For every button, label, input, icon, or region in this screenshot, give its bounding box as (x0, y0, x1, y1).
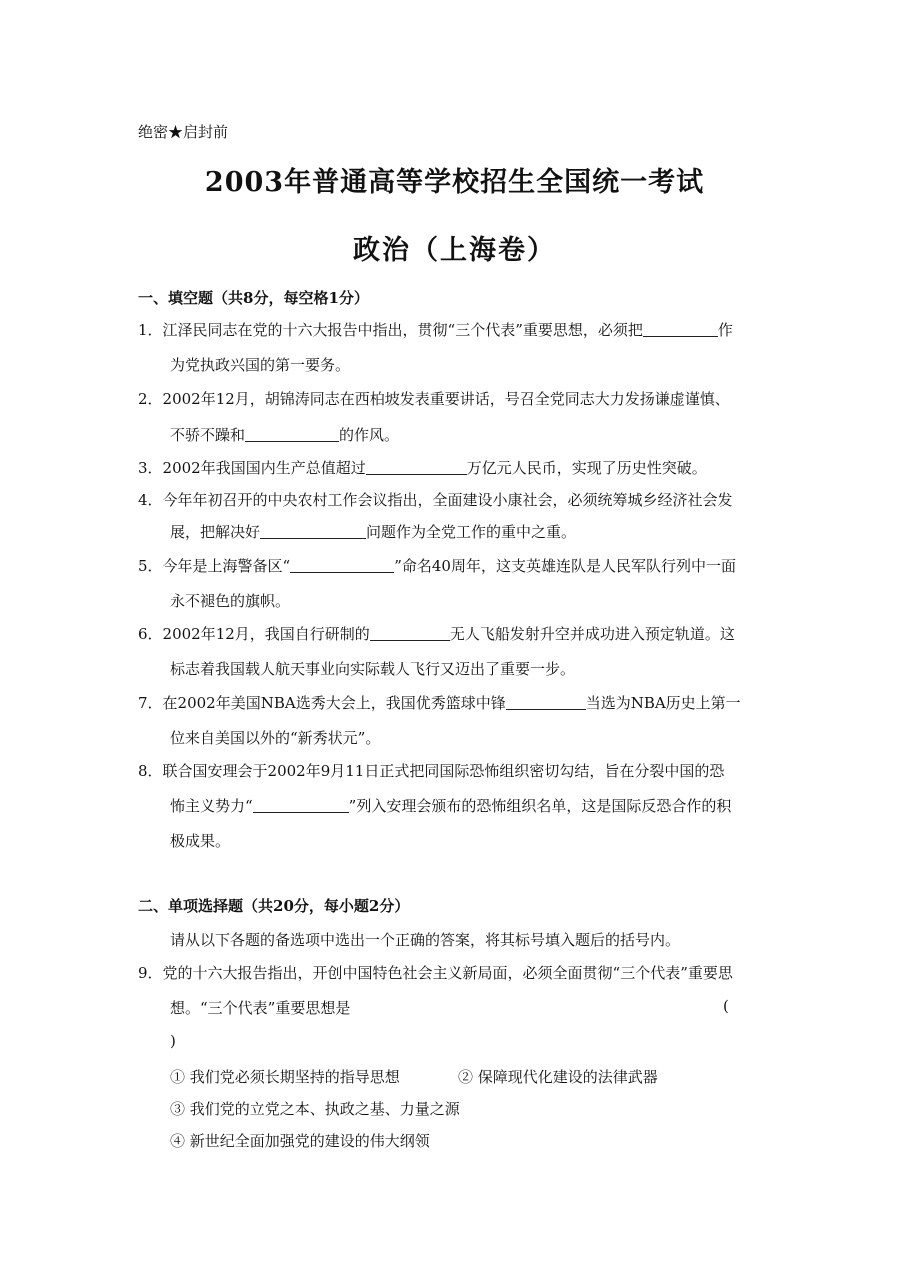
section1-heading: 一、填空题（共8分，每空格1分） (138, 289, 369, 307)
q9-paren-open: ( (723, 997, 729, 1015)
q8-text-d: 极成果。 (170, 832, 231, 850)
section2-heading: 二、单项选择题（共20分，每小题2分） (138, 897, 410, 915)
q1-text-c: 为党执政兴国的第一要务。 (170, 356, 351, 374)
q7-text-b: 当选为NBA历史上第一 (585, 694, 741, 712)
q7-number: 7． (138, 694, 163, 712)
q9-line1 (138, 962, 733, 983)
q6-number: 6． (138, 625, 163, 643)
q7-text-c: 位来自美国以外的“新秀状元”。 (170, 729, 381, 747)
q5-text-b: ”命名40周年，这支英雄连队是人民军队行列中一面 (394, 557, 736, 575)
q9-text-a: 党的十六大报告指出，开创中国特色社会主义新局面，必须全面贯彻“三个代表”重要思 (162, 964, 733, 982)
q9-option-2[interactable]: ② 保障现代化建设的法律武器 (458, 1068, 658, 1086)
q4-text-b: 展，把解决好 (170, 523, 261, 541)
q8-text-b: 怖主义势力“ (170, 797, 253, 815)
q6-text-a: 2002年12月，我国自行研制的 (162, 625, 370, 643)
q6-text-b: 无人飞船发射升空并成功进入预定轨道。这 (449, 625, 735, 643)
q2-number: 2． (138, 390, 163, 408)
q7-blank[interactable] (506, 694, 586, 710)
q4-line1 (138, 489, 733, 510)
q5-blank[interactable] (290, 557, 394, 573)
q2-blank[interactable] (245, 426, 339, 442)
q3-text-a: 2002年我国国内生产总值超过 (162, 459, 366, 477)
q9-number: 9． (138, 964, 163, 982)
q5-line1 (138, 555, 736, 576)
q5-text-c: 永不褪色的旗帜。 (170, 592, 291, 610)
q1-text-b: 作 (717, 321, 733, 339)
q2-text-b: 不骄不躁和 (170, 426, 246, 444)
q3-blank[interactable] (366, 459, 467, 475)
q8-line1 (138, 760, 724, 781)
q9-text-b: 想。“三个代表”重要思想是 (170, 999, 351, 1017)
q8-blank[interactable] (253, 797, 349, 813)
q7-line1 (138, 692, 741, 713)
q3-number: 3． (138, 459, 163, 477)
q8-line2 (170, 795, 731, 816)
exam-title: 2003年普通高等学校招生全国统一考试 (204, 167, 705, 198)
q3-line1 (138, 457, 707, 478)
q2-text-a: 2002年12月，胡锦涛同志在西柏坡发表重要讲话，号召全党同志大力发扬谦虚谨慎、 (162, 390, 730, 408)
q4-text-a: 今年年初召开的中央农村工作会议指出，全面建设小康社会，必须统筹城乡经济社会发 (162, 491, 733, 509)
q7-text-a: 在2002年美国NBA选秀大会上，我国优秀篮球中锋 (162, 694, 506, 712)
q6-line1 (138, 623, 735, 644)
q1-blank[interactable] (643, 321, 718, 337)
q2-text-c: 的作风。 (339, 426, 400, 444)
q1-text-a: 江泽民同志在党的十六大报告中指出，贯彻“三个代表”重要思想，必须把 (162, 321, 643, 339)
q5-text-a: 今年是上海警备区“ (162, 557, 291, 575)
confidential-label: 绝密★启封前 (138, 123, 229, 141)
q8-text-c: ”列入安理会颁布的恐怖组织名单，这是国际反恐合作的积 (348, 797, 732, 815)
q6-blank[interactable] (370, 625, 450, 641)
q4-number: 4． (138, 491, 163, 509)
q5-number: 5． (138, 557, 163, 575)
q9-option-1[interactable]: ① 我们党必须长期坚持的指导思想 (170, 1068, 400, 1086)
q9-paren-close: ) (170, 1032, 176, 1050)
q4-text-c: 问题作为全党工作的重中之重。 (366, 523, 577, 541)
q8-number: 8． (138, 762, 163, 780)
q4-blank[interactable] (260, 523, 366, 539)
q4-line2 (170, 521, 576, 542)
q3-text-b: 万亿元人民币，实现了历史性突破。 (466, 459, 707, 477)
q9-option-3[interactable]: ③ 我们党的立党之本、执政之基、力量之源 (170, 1100, 460, 1118)
q1-number: 1． (138, 321, 163, 339)
q1-line1 (138, 319, 733, 340)
q9-option-4[interactable]: ④ 新世纪全面加强党的建设的伟大纲领 (170, 1132, 430, 1150)
q2-line2 (170, 424, 399, 445)
q2-line1 (138, 388, 730, 409)
section2-instruction: 请从以下各题的备选项中选出一个正确的答案，将其标号填入题后的括号内。 (170, 931, 681, 949)
q8-text-a: 联合国安理会于2002年9月11日正式把同国际恐怖组织密切勾结，旨在分裂中国的恐 (162, 762, 725, 780)
q6-text-c: 标志着我国载人航天事业向实际载人飞行又迈出了重要一步。 (170, 660, 576, 678)
exam-subtitle: 政治（上海卷） (353, 235, 556, 266)
